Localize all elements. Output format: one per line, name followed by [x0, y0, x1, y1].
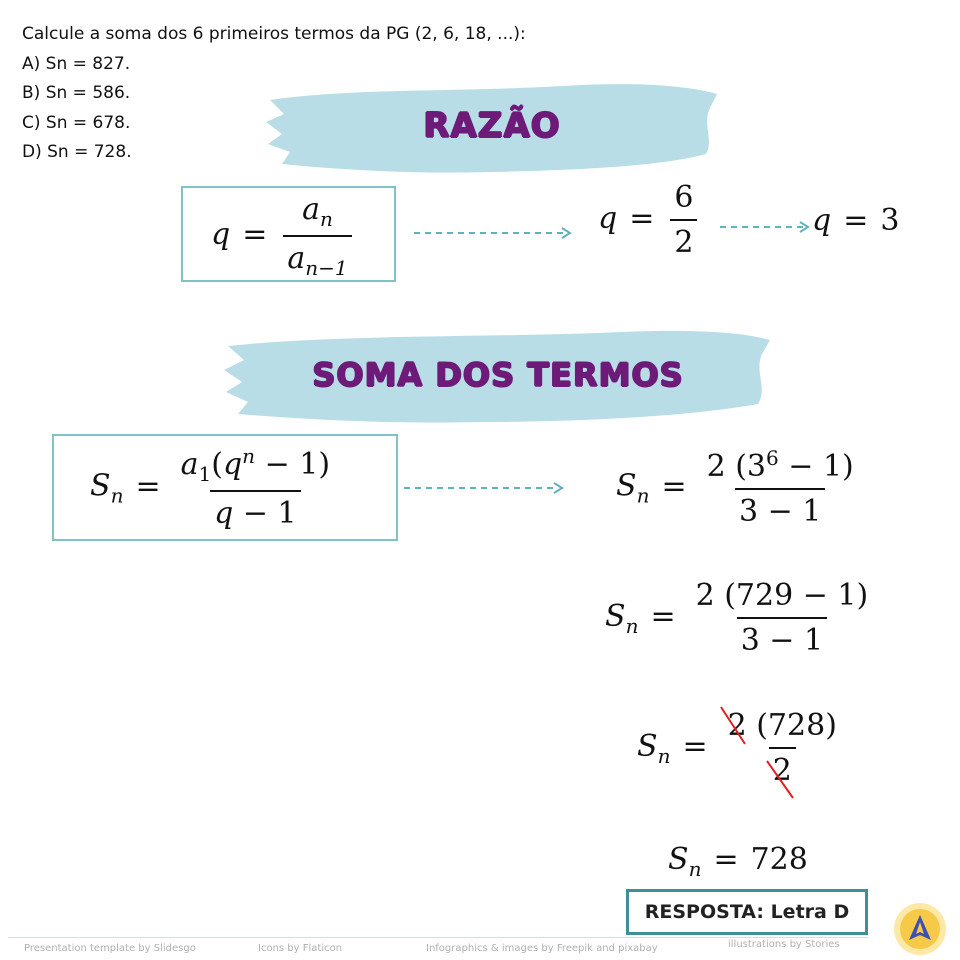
footer [0, 935, 960, 960]
ratio-formula [211, 192, 356, 280]
triangle-logo-icon [893, 902, 947, 956]
sum-title: SOMA DOS TERMOS [312, 356, 684, 394]
sum-banner [222, 326, 774, 428]
dashed-arrow-icon [412, 226, 576, 240]
ratio-result: q = 3 [812, 203, 900, 238]
dashed-arrow-icon [718, 220, 814, 234]
equals-sign: = [242, 217, 268, 252]
credit-flaticon[interactable]: Icons by Flaticon [258, 943, 343, 954]
credit-slidesgo[interactable]: Presentation template by Slidesgo [24, 943, 196, 954]
sum-step-3: $S_n$ = $\frac{2 (728)}{2}$ [637, 708, 837, 788]
sum-step-1: $S_n$ = $\frac{2 (3^6 - 1)}{3 - 1}$ [616, 446, 854, 529]
cancel-strike-icon [764, 758, 796, 800]
ratio-banner [262, 78, 722, 178]
sum-fraction: $\frac{a_1(q^n - 1)}{q - 1}$ [180, 444, 331, 531]
ratio-var: q [211, 217, 231, 252]
sum-step-2: $S_n$ = $\frac{2 (729 - 1)}{3 - 1}$ [605, 578, 869, 658]
question-prompt: Calcule a soma dos 6 primeiros termos da PG (2, 6, 18, ...): [22, 24, 526, 44]
option-a: A) Sn = 827. [22, 53, 131, 74]
cancelled-denominator: 2 [772, 753, 792, 788]
ratio-fraction: $\frac{a_n}{a_{n-1}}$ [283, 192, 351, 280]
ratio-title: RAZÃO [423, 106, 561, 146]
answer-box: RESPOSTA: Letra D [626, 889, 868, 935]
credit-freepik[interactable]: Infographics & images by Freepik and pixabay [426, 943, 658, 954]
sum-result: $S_n = 728$ [668, 842, 808, 881]
cancel-strike-icon [718, 704, 748, 746]
sum-formula: $S_n$ = $\frac{a_1(q^n - 1)}{q - 1}$ [90, 444, 338, 531]
dashed-arrow-icon [402, 481, 568, 495]
footer-divider [8, 937, 868, 938]
credit-stories[interactable]: illustrations by Stories [728, 939, 840, 950]
option-d: D) Sn = 728. [22, 142, 132, 162]
ratio-step: q = $\frac{6}{2}$ [598, 180, 701, 260]
option-c: C) Sn = 678. [22, 112, 131, 133]
option-b: B) Sn = 586. [22, 83, 131, 103]
cancelled-numerator: 2 [727, 708, 747, 743]
